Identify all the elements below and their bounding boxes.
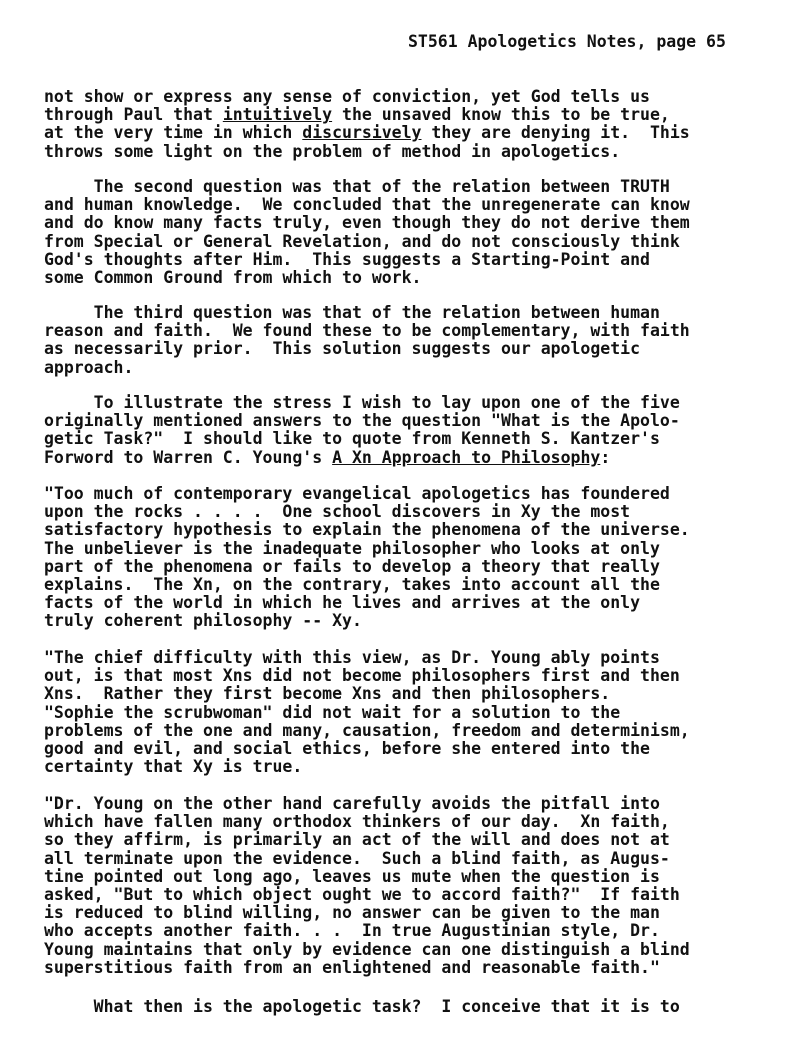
text-line: out, is that most Xns did not become philosophers first and then (44, 666, 680, 686)
text-line: approach. (44, 357, 134, 377)
text-line: and human knowledge. We concluded that the unregenerate can know (44, 195, 690, 215)
text-line: all terminate upon the evidence. Such a blind faith, as Augus- (44, 848, 670, 868)
text-line: Forword to Warren C. Young's A Xn Approach to Philosophy: (44, 447, 611, 467)
text-line: so they affirm, is primarily an act of the will and does not at (44, 830, 670, 850)
text-line: who accepts another faith. . . In true Augustinian style, Dr. (44, 921, 660, 941)
text-line: getic Task?" I should like to quote from Kenneth S. Kantzer's (44, 429, 660, 449)
text-line: To illustrate the stress I wish to lay upon one of the five (44, 393, 680, 412)
text-line: The unbeliever is the inadequate philosopher who looks at only (44, 538, 660, 558)
text-line: at the very time in which discursively they are denying it. This (44, 123, 690, 143)
text-line: What then is the apologetic task? I conceive that it is to (44, 997, 680, 1016)
text-line: satisfactory hypothesis to explain the phenomena of the universe. (44, 520, 690, 540)
text-line: not show or express any sense of conviction, yet God tells us (44, 87, 650, 106)
text-line: Xns. Rather they first become Xns and then philosophers. (44, 684, 611, 704)
text-line: upon the rocks . . . . One school discovers in Xy the most (44, 502, 631, 522)
text-line: some Common Ground from which to work. (44, 267, 422, 287)
text-line: problems of the one and many, causation, freedom and determinism, (44, 720, 690, 740)
text-line: originally mentioned answers to the question "What is the Apolo- (44, 411, 680, 431)
text-line: The third question was that of the relation between human (44, 303, 660, 322)
quote-paragraph-2 (44, 649, 774, 776)
text-line: truly coherent philosophy -- Xy. (44, 611, 362, 631)
text-line: tine pointed out long ago, leaves us mute when the question is (44, 866, 660, 886)
text-line: The second question was that of the relation between TRUTH (44, 177, 670, 196)
text-line: explains. The Xn, on the contrary, takes into account all the (44, 574, 660, 594)
text-line: through Paul that intuitively the unsaved know this to be true, (44, 105, 670, 125)
text-line: is reduced to blind willing, no answer can be given to the man (44, 903, 660, 923)
paragraph-1 (44, 88, 774, 161)
underlined-word: intuitively (222, 105, 333, 125)
text-line: throws some light on the problem of method in apologetics. (44, 141, 621, 161)
text-line: asked, "But to which object ought we to accord faith?" If faith (44, 884, 680, 904)
text-line: God's thoughts after Him. This suggests a Starting-Point and (44, 249, 650, 269)
text-line: Young maintains that only by evidence can one distinguish a blind (44, 939, 690, 959)
paragraph-3 (44, 304, 774, 377)
page-header: ST561 Apologetics Notes, page 65 (408, 32, 726, 51)
quote-paragraph-3 (44, 795, 774, 977)
text-line: as necessarily prior. This solution suggests our apologetic (44, 339, 641, 359)
paragraph-2 (44, 178, 774, 287)
text-line: and do know many facts truly, even though they do not derive them (44, 213, 690, 233)
text-line: which have fallen many orthodox thinkers of our day. Xn faith, (44, 812, 670, 832)
quote-paragraph-1 (44, 485, 774, 631)
text-line: "Too much of contemporary evangelical apologetics has foundered (44, 484, 670, 503)
text-line: part of the phenomena or fails to develop a theory that really (44, 556, 660, 576)
text-line: "Sophie the scrubwoman" did not wait for a solution to the (44, 702, 621, 722)
text-line: from Special or General Revelation, and do not consciously think (44, 231, 680, 251)
text-line: superstitious faith from an enlightened and reasonable faith." (44, 957, 660, 977)
paragraph-4 (44, 394, 774, 467)
text-line: certainty that Xy is true. (44, 757, 303, 777)
text-line: facts of the world in which he lives and arrives at the only (44, 593, 641, 613)
underlined-word: discursively (302, 123, 422, 143)
text-line: good and evil, and social ethics, before she entered into the (44, 738, 650, 758)
text-line: "The chief difficulty with this view, as Dr. Young ably points (44, 648, 660, 667)
text-line: "Dr. Young on the other hand carefully avoids the pitfall into (44, 794, 660, 813)
paragraph-final (44, 998, 774, 1016)
book-title: A Xn Approach to Philosophy (332, 447, 601, 467)
text-line: reason and faith. We found these to be complementary, with faith (44, 321, 690, 341)
